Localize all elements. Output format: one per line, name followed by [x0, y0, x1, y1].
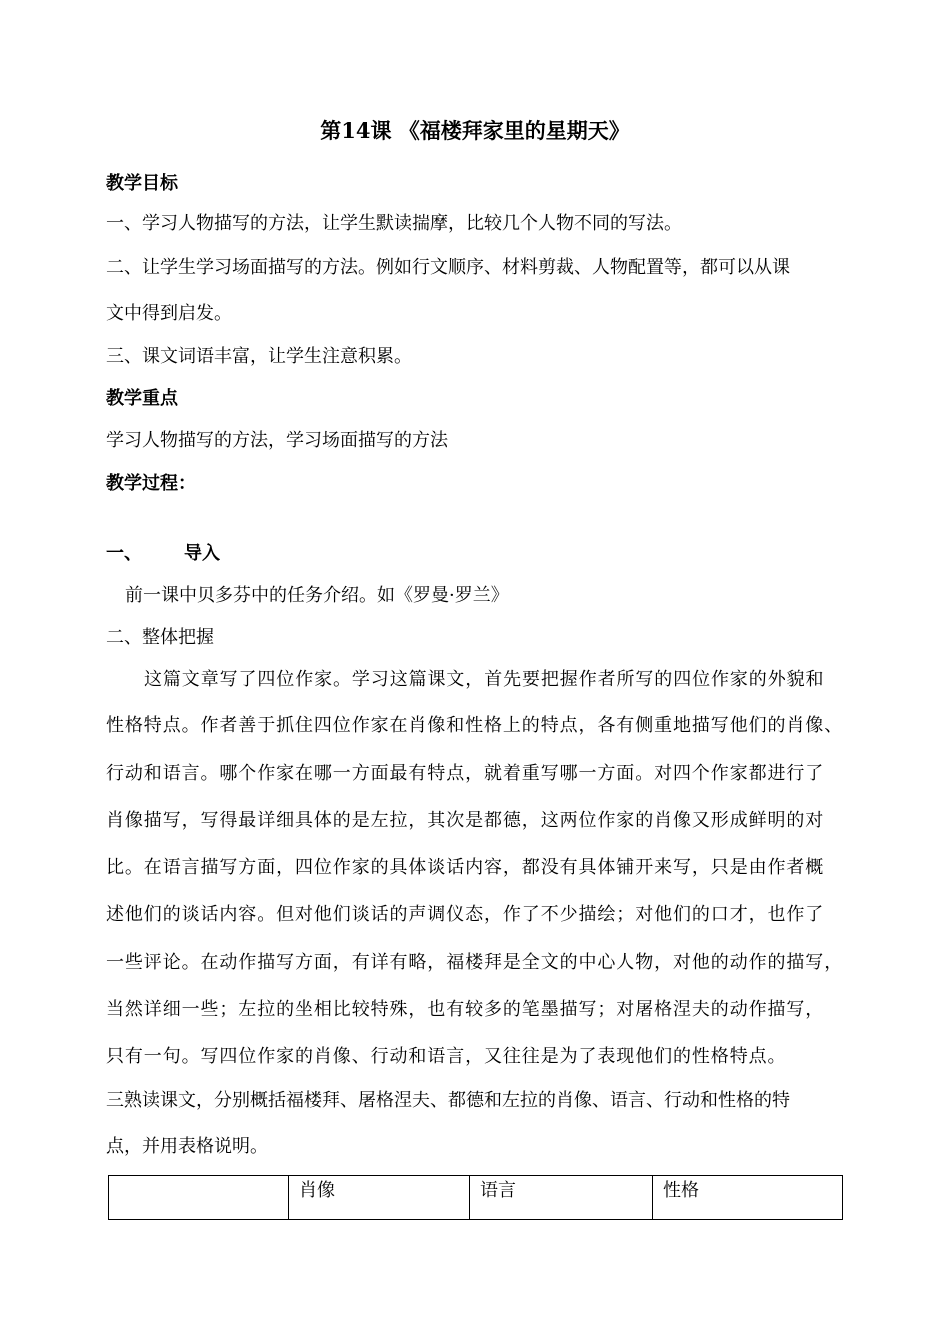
objective-item-3: 三、课文词语丰富，让学生注意积累。	[106, 346, 412, 367]
summary-table	[108, 1175, 843, 1220]
paragraph-line-7: 一些评论。在动作描写方面，有详有略，福楼拜是全文的中心人物，对他的动作的描写，	[106, 952, 844, 973]
objective-item-2-cont: 文中得到启发。	[106, 303, 232, 324]
paragraph-line-8: 当然详细一些；左拉的坐相比较特殊，也有较多的笔墨描写；对屠格涅夫的动作描写，	[106, 999, 825, 1020]
paragraph-line-3: 行动和语言。哪个作家在哪一方面最有特点，就着重写哪一方面。对四个作家都进行了	[106, 763, 825, 784]
overall-heading: 二、整体把握	[106, 627, 214, 648]
objective-item-2: 二、让学生学习场面描写的方法。例如行文顺序、材料剪裁、人物配置等，都可以从课	[106, 257, 790, 278]
intro-text: 前一课中贝多芬中的任务介绍。如《罗曼·罗兰》	[125, 585, 509, 606]
table-header-cell: 肖像	[289, 1176, 470, 1220]
intro-number: 一、	[106, 543, 142, 564]
third-section-line-1: 三熟读课文，分别概括福楼拜、屠格涅夫、都德和左拉的肖像、语言、行动和性格的特	[106, 1090, 790, 1111]
intro-heading: 导入	[184, 543, 220, 564]
table-header-cell	[109, 1176, 289, 1220]
paragraph-line-9: 只有一句。写四位作家的肖像、行动和语言，又往往是为了表现他们的性格特点。	[106, 1046, 787, 1067]
paragraph-line-5: 比。在语言描写方面，四位作家的具体谈话内容，都没有具体铺开来写，只是由作者概	[106, 857, 825, 878]
paragraph-line-2: 性格特点。作者善于抓住四位作家在肖像和性格上的特点，各有侧重地描写他们的肖像、	[106, 715, 844, 736]
focus-heading: 教学重点	[106, 388, 178, 409]
paragraph-line-1: 这篇文章写了四位作家。学习这篇课文，首先要把握作者所写的四位作家的外貌和	[144, 669, 825, 690]
objective-item-1: 一、学习人物描写的方法，让学生默读揣摩，比较几个人物不同的写法。	[106, 213, 682, 234]
table-header-cell: 语言	[470, 1176, 653, 1220]
objectives-heading: 教学目标	[106, 173, 178, 194]
third-section-line-2: 点，并用表格说明。	[106, 1136, 268, 1157]
table-header-cell: 性格	[653, 1176, 843, 1220]
table-header-row	[109, 1176, 843, 1220]
paragraph-line-6: 述他们的谈话内容。但对他们谈话的声调仪态，作了不少描绘；对他们的口才，也作了	[106, 904, 825, 925]
document-title: 第14课 《福楼拜家里的星期天》	[320, 118, 630, 143]
focus-text: 学习人物描写的方法，学习场面描写的方法	[106, 430, 448, 451]
paragraph-line-4: 肖像描写，写得最详细具体的是左拉，其次是都德，这两位作家的肖像又形成鲜明的对	[106, 810, 825, 831]
process-heading: 教学过程：	[106, 473, 196, 494]
